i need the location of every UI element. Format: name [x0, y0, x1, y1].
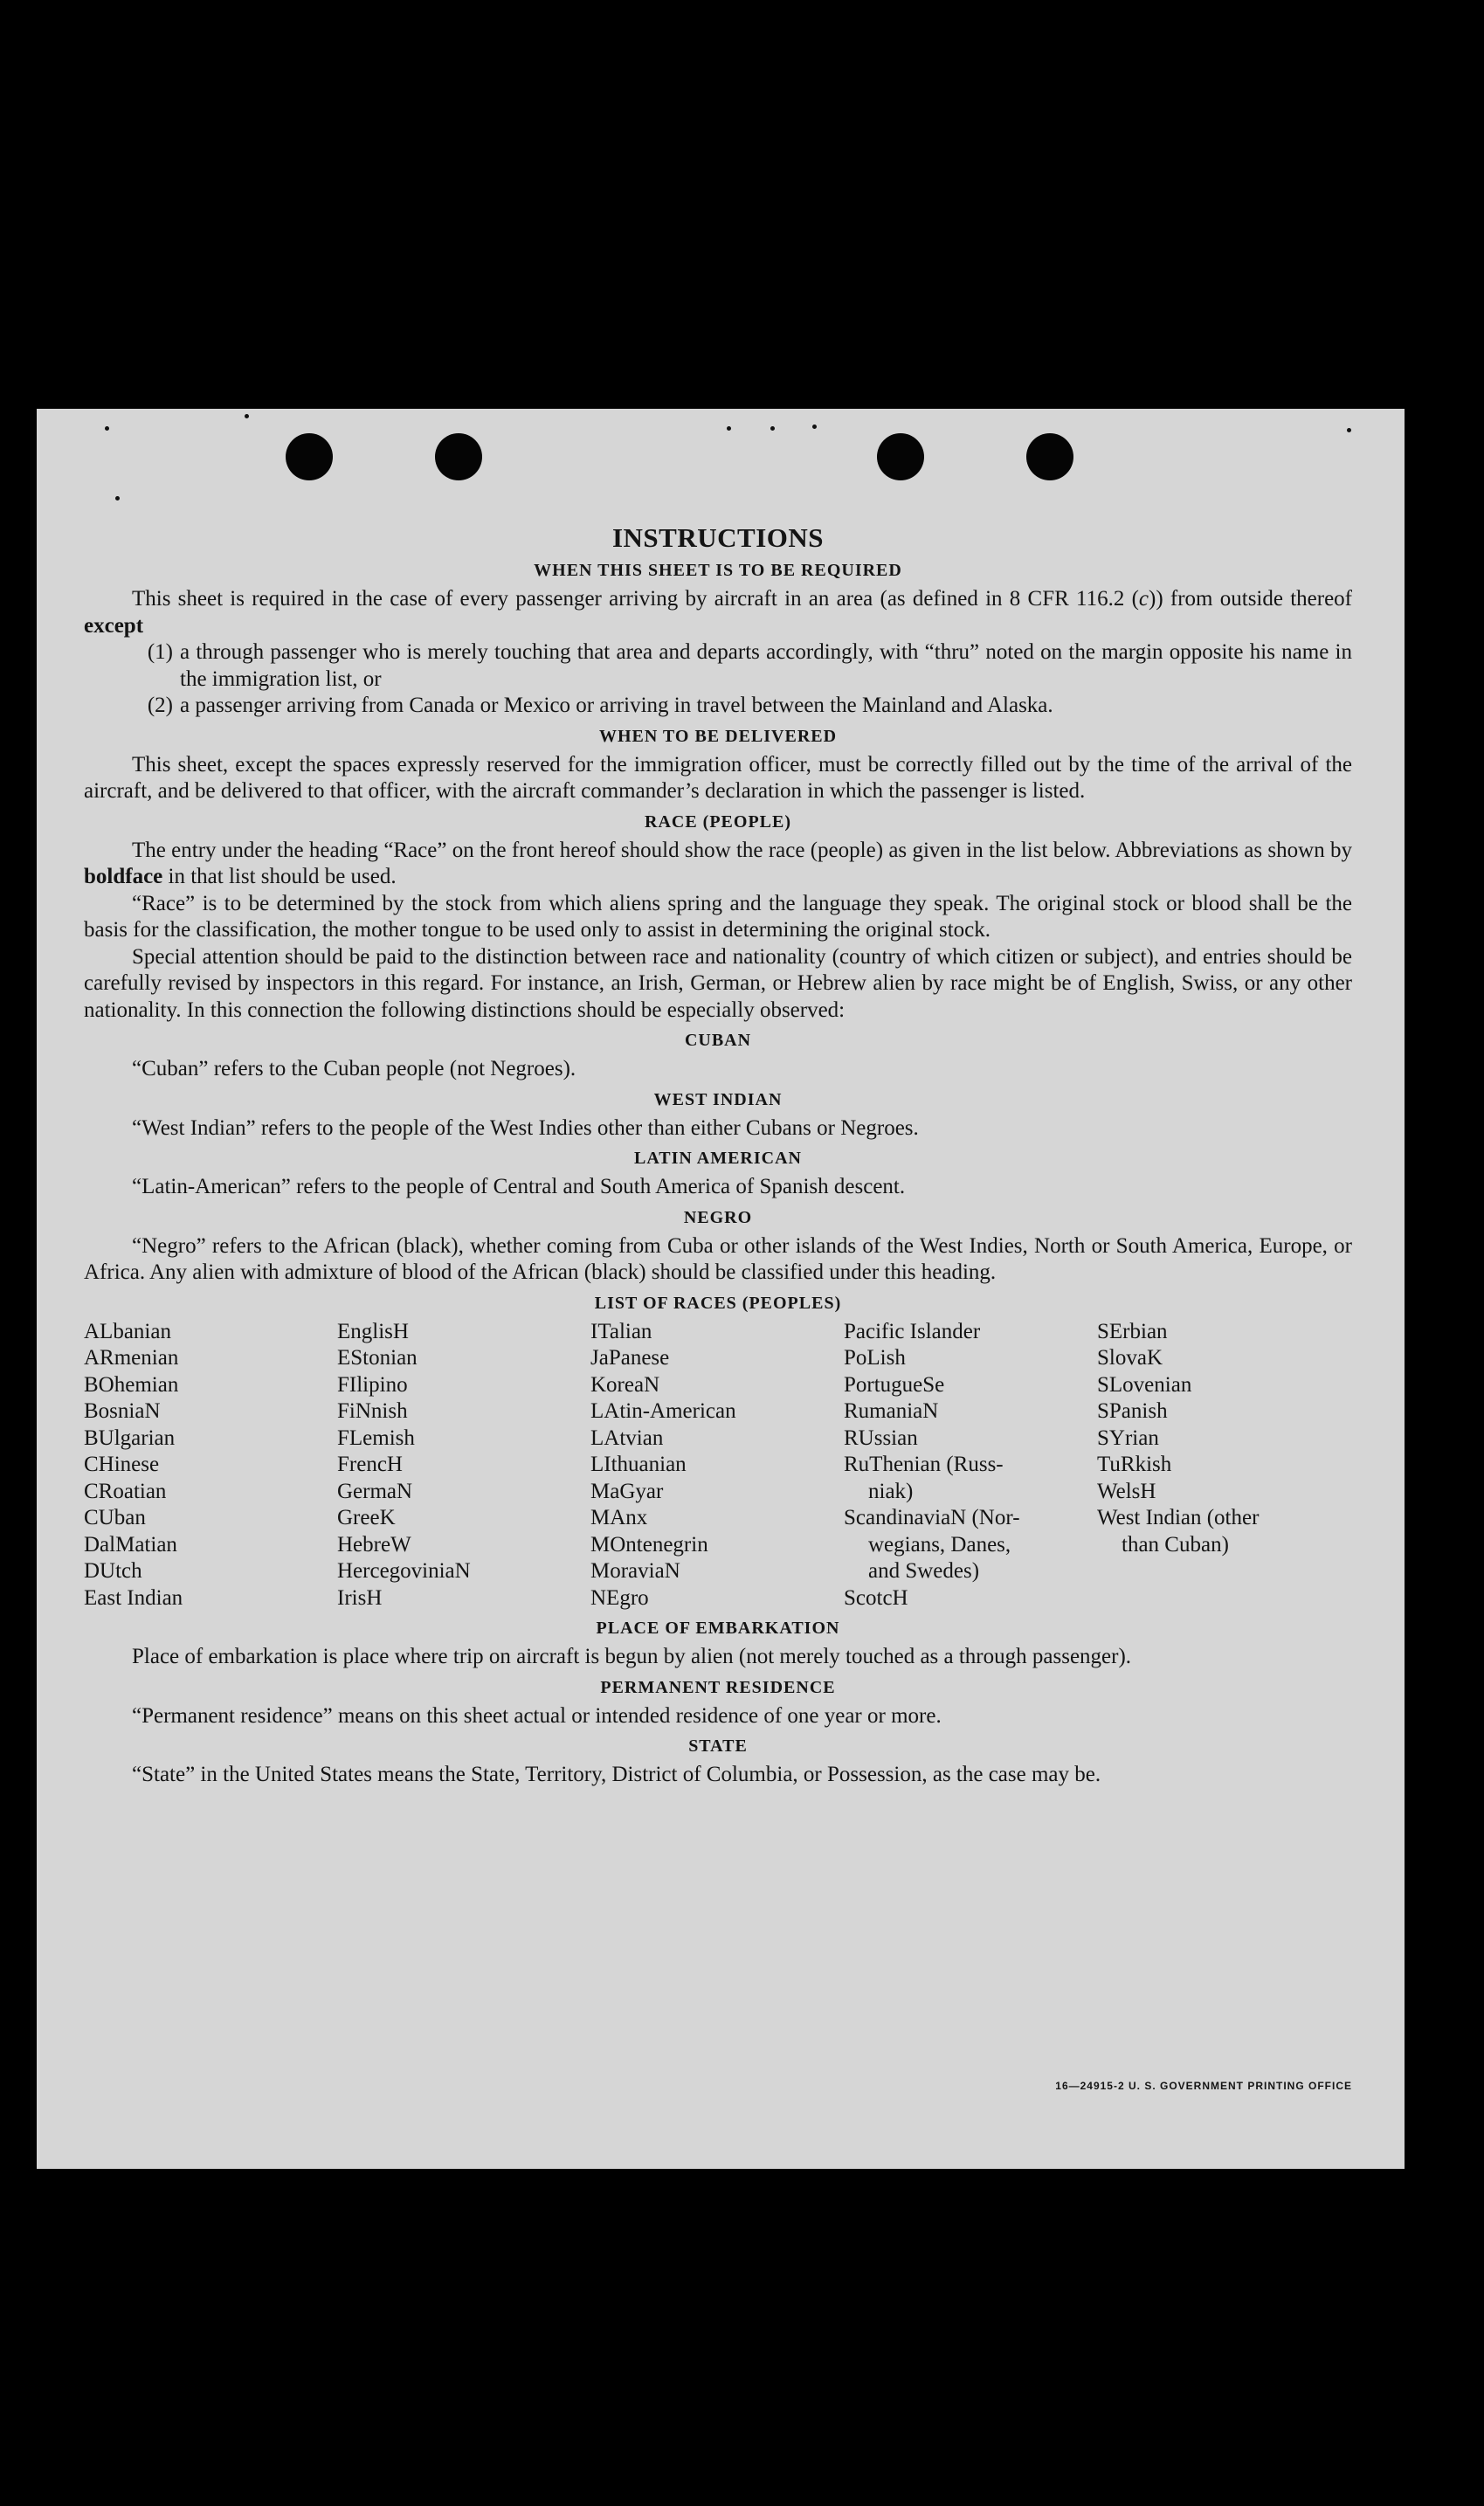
- instruction-sheet: [37, 409, 1405, 2169]
- heading-cuban: CUBAN: [684, 1031, 752, 1050]
- race-paragraph-1: The entry under the heading “Race” on the front hereof should show the race (people) as given in the list below. Abbreviations as shown by boldface in that list should be used.: [84, 838, 1352, 888]
- race-entry: RUssian: [844, 1426, 918, 1450]
- race-entry-continued: niak): [868, 1479, 914, 1503]
- when-delivered-text: This sheet, except the spaces expressly reserved for the immigration officer, must be correctly filled out by the time of the arrival of the aircraft, and be delivered to that officer, with the aircraft commander’s declaration in which the passenger is listed.: [84, 752, 1352, 803]
- heading-negro: NEGRO: [683, 1207, 753, 1227]
- race-entry: SErbian: [1097, 1319, 1168, 1343]
- race-entry-continued: wegians, Danes,: [868, 1532, 1011, 1557]
- race-entry: DalMatian: [84, 1532, 177, 1557]
- race-entry: BOhemian: [84, 1372, 179, 1397]
- exception-item-2: (2) a passenger arriving from Canada or Mexico or arriving in travel between the Mainland and Alaska.: [147, 694, 1053, 717]
- race-entry: Pacific Islander: [844, 1319, 981, 1343]
- race-entry: FrencH: [337, 1453, 403, 1476]
- race-entry: LIthuanian: [590, 1453, 687, 1476]
- state-text: “State” in the United States means the State, Territory, District of Columbia, or Possession, as the case may be.: [132, 1763, 1101, 1786]
- race-entry: MOntenegrin: [590, 1532, 708, 1557]
- speck: [770, 426, 775, 431]
- race-entry: LAtvian: [590, 1426, 664, 1450]
- races-column-4: [844, 1319, 1097, 1612]
- west-indian-text: “West Indian” refers to the people of the West Indies other than either Cubans or Negroes.: [132, 1115, 919, 1140]
- race-entry: CUban: [84, 1506, 146, 1529]
- speck: [727, 426, 731, 431]
- race-entry: CRoatian: [84, 1479, 167, 1503]
- race-entry: ITalian: [590, 1319, 652, 1343]
- race-entry: JaPanese: [590, 1346, 670, 1370]
- race-entry: SYrian: [1097, 1426, 1159, 1450]
- race-entry: ScotcH: [844, 1585, 908, 1610]
- heading-embarkation: PLACE OF EMBARKATION: [596, 1619, 840, 1638]
- speck: [245, 414, 249, 418]
- race-entry: PortugueSe: [844, 1372, 945, 1397]
- race-entry: HebreW: [337, 1532, 411, 1557]
- races-list: [84, 1319, 1352, 1612]
- cuban-text: “Cuban” refers to the Cuban people (not Negroes).: [132, 1057, 576, 1080]
- race-entry: CHinese: [84, 1453, 160, 1476]
- race-entry: EStonian: [337, 1346, 418, 1370]
- race-entry: ScandinaviaN (Nor-: [844, 1506, 1020, 1529]
- embarkation-text: Place of embarkation is place where trip on aircraft is begun by alien (not merely touched as a through passenger).: [132, 1645, 1132, 1668]
- race-entry: IrisH: [337, 1585, 383, 1610]
- race-entry: DUtch: [84, 1559, 142, 1583]
- race-entry: ALbanian: [84, 1319, 171, 1343]
- race-entry-continued: and Swedes): [868, 1559, 980, 1583]
- race-entry-continued: than Cuban): [1122, 1532, 1229, 1557]
- races-column-3: [590, 1319, 844, 1612]
- exception-item-1: (1) a through passenger who is merely touching that area and departs accordingly, with “thru” noted on the margin opposite his name in the immigration list, or: [147, 640, 1352, 691]
- race-entry: NEgro: [590, 1585, 649, 1610]
- race-entry: SPanish: [1097, 1399, 1168, 1423]
- races-column-2: [337, 1319, 590, 1612]
- printing-office-code: 16—24915-2 U. S. GOVERNMENT PRINTING OFFICE: [1055, 2080, 1352, 2092]
- race-entry: FLemish: [337, 1426, 415, 1450]
- heading-west-indian: WEST INDIAN: [653, 1089, 783, 1109]
- page-title: INSTRUCTIONS: [611, 522, 824, 553]
- race-entry: GermaN: [337, 1479, 413, 1503]
- heading-when-required: WHEN THIS SHEET IS TO BE REQUIRED: [534, 561, 902, 580]
- heading-latin-american: LATIN AMERICAN: [634, 1149, 802, 1168]
- race-entry: BosniaN: [84, 1399, 161, 1423]
- race-entry: HercegoviniaN: [337, 1559, 471, 1583]
- race-entry: BUlgarian: [84, 1426, 176, 1450]
- latin-american-text: “Latin-American” refers to the people of Central and South America of Spanish descent.: [132, 1175, 906, 1198]
- race-entry: GreeK: [337, 1506, 396, 1529]
- instructions-content: [84, 522, 1352, 1789]
- race-entry: FiNnish: [337, 1399, 408, 1423]
- speck: [115, 496, 120, 501]
- negro-text: “Negro” refers to the African (black), whether coming from Cuba or other islands of the West Indies, North or South America, Europe, or Africa. Any alien with admixture of blood of the African (black) should be classified under this heading.: [84, 1233, 1352, 1284]
- race-entry: ARmenian: [84, 1346, 179, 1370]
- race-entry: FIlipino: [337, 1372, 408, 1397]
- punch-hole-2: [435, 433, 482, 480]
- speck: [812, 425, 817, 429]
- races-column-1: [84, 1319, 337, 1612]
- heading-permanent-residence: PERMANENT RESIDENCE: [600, 1677, 836, 1697]
- race-entry: MoraviaN: [590, 1559, 680, 1583]
- speck: [1347, 428, 1351, 432]
- race-entry: MAnx: [590, 1506, 648, 1529]
- heading-state: STATE: [688, 1736, 748, 1756]
- speck: [105, 426, 109, 431]
- race-entry: East Indian: [84, 1585, 183, 1610]
- races-column-5: [1097, 1319, 1307, 1612]
- race-entry: LAtin-American: [590, 1399, 736, 1423]
- heading-when-delivered: WHEN TO BE DELIVERED: [598, 726, 838, 746]
- race-paragraph-2: “Race” is to be determined by the stock from which aliens spring and the language they speak. The original stock or blood shall be the basis for the classification, the mother tongue to be used only to assist in determining the original stock.: [84, 891, 1352, 942]
- race-entry: PoLish: [844, 1346, 906, 1370]
- race-entry: RumaniaN: [844, 1399, 939, 1423]
- heading-race: RACE (PEOPLE): [645, 811, 791, 832]
- when-required-intro: This sheet is required in the case of every passenger arriving by aircraft in an area (as defined in 8 CFR 116.2 (c)) from outside thereof except: [84, 587, 1352, 638]
- race-entry: SLovenian: [1097, 1372, 1192, 1397]
- race-entry: TuRkish: [1097, 1453, 1172, 1476]
- punch-hole-3: [877, 433, 924, 480]
- race-entry: EnglisH: [337, 1319, 409, 1343]
- punch-hole-1: [286, 433, 333, 480]
- race-entry: RuThenian (Russ-: [844, 1453, 1004, 1476]
- race-entry: MaGyar: [590, 1479, 664, 1503]
- heading-list-of-races: LIST OF RACES (PEOPLES): [594, 1293, 842, 1313]
- punch-hole-4: [1026, 433, 1073, 480]
- race-entry: SlovaK: [1097, 1346, 1163, 1370]
- permanent-residence-text: “Permanent residence” means on this sheet actual or intended residence of one year or more.: [132, 1703, 942, 1728]
- race-entry: WelsH: [1097, 1479, 1156, 1503]
- race-entry: West Indian (other: [1097, 1506, 1260, 1529]
- race-entry: KoreaN: [590, 1372, 660, 1397]
- race-paragraph-3: Special attention should be paid to the distinction between race and nationality (country of which citizen or subject), and entries should be carefully revised by inspectors in this regard. For instance, an Irish, German, or Hebrew alien by race might be of English, Swiss, or any other nationality. In this connection the following distinctions should be especially observed:: [84, 944, 1352, 1022]
